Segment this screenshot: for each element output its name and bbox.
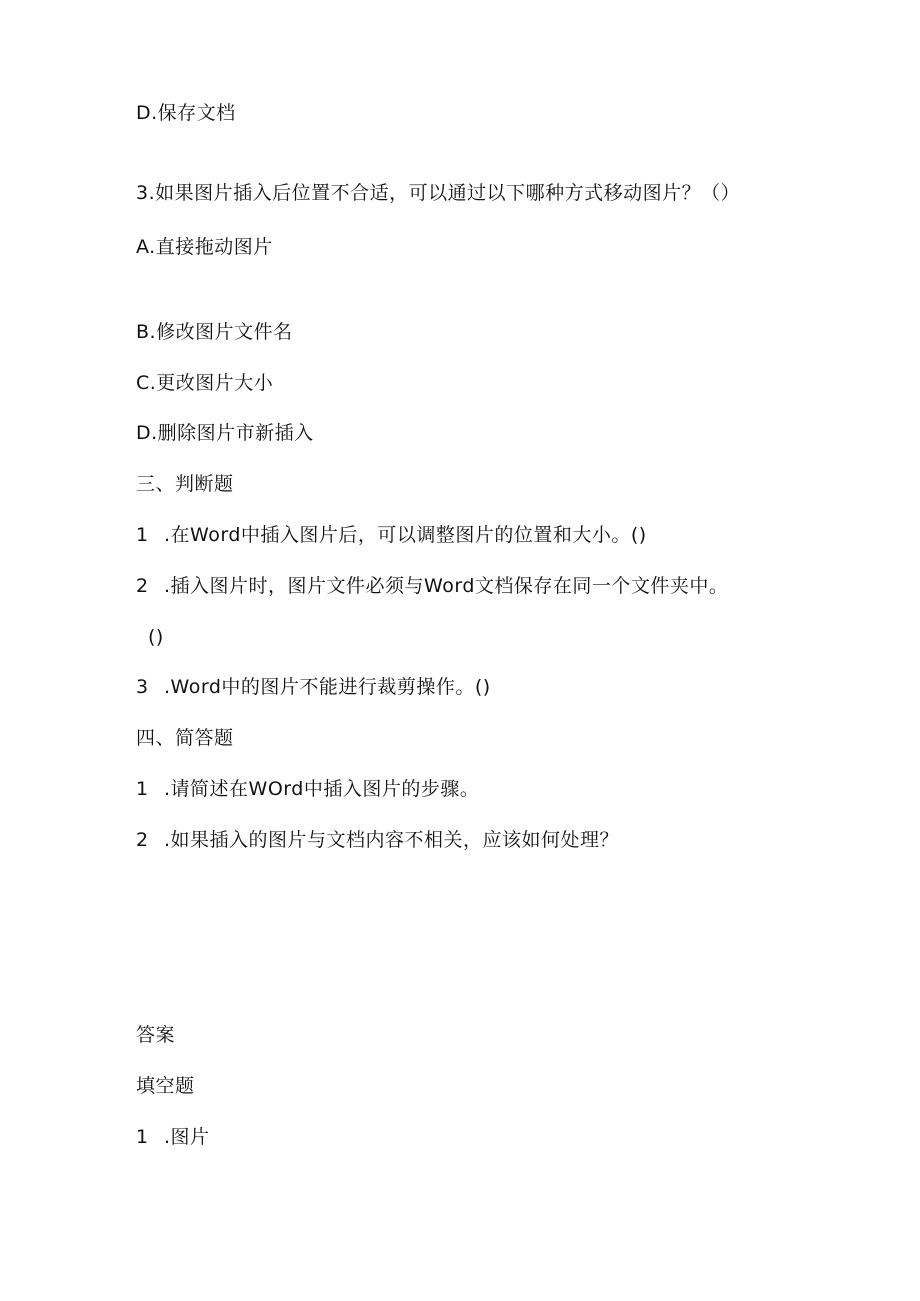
item-number: 1: [136, 524, 149, 546]
section4-item-1: [136, 777, 479, 801]
item-text: .插入图片时，图片文件必须与Word文档保存在同一个文件夹中。: [164, 575, 729, 597]
q2-option-d: D.保存文档: [136, 102, 236, 124]
section4-heading: 四、简答题: [136, 727, 234, 749]
section3-item-1: [136, 523, 647, 547]
answers-subheading: 填空题: [136, 1075, 195, 1097]
q3-question: 3.如果图片插入后位置不合适，可以通过以下哪种方式移动图片？（）: [136, 182, 741, 204]
item-number: 1: [136, 1126, 149, 1148]
item-text: .如果插入的图片与文档内容不相关，应该如何处理？: [164, 829, 620, 851]
section3-heading: 三、判断题: [136, 473, 234, 495]
item-text: .在Word中插入图片后，可以调整图片的位置和大小。(): [164, 524, 647, 546]
q3-option-b: B.修改图片文件名: [136, 321, 293, 343]
item-text: .图片: [164, 1126, 210, 1148]
item-number: 2: [136, 575, 149, 597]
item-number: 3: [136, 676, 149, 698]
q3-option-d: D.删除图片市新插入: [136, 422, 314, 444]
answers-item-1: [136, 1125, 210, 1149]
q3-option-c: C.更改图片大小: [136, 372, 274, 394]
section4-item-2: [136, 828, 619, 852]
item-text: (): [148, 626, 164, 648]
section3-item-2: [136, 574, 728, 598]
item-number: 1: [136, 778, 149, 800]
item-text: .请简述在WOrd中插入图片的步骤。: [164, 778, 480, 800]
q3-option-a: A.直接拖动图片: [136, 236, 273, 258]
item-number: 2: [136, 829, 149, 851]
section3-item-2-continued: [148, 625, 164, 649]
item-text: .Word中的图片不能进行裁剪操作。(): [164, 676, 491, 698]
section3-item-3: [136, 675, 491, 699]
answers-heading: 答案: [136, 1024, 176, 1046]
